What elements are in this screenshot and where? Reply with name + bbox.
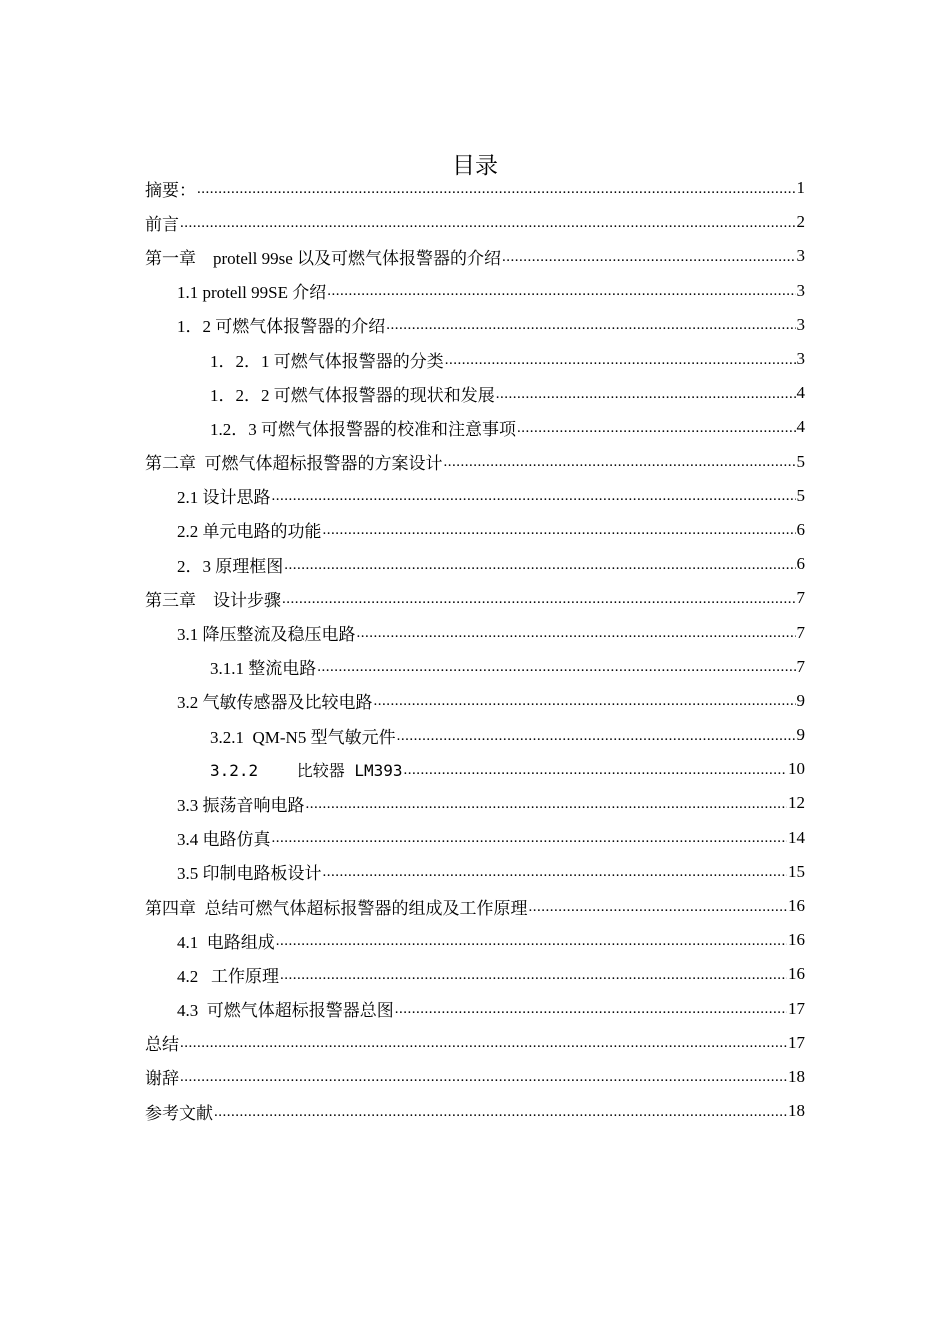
dot-leader [386,317,795,334]
toc-entry-label: 3.1 降压整流及稳压电路 [177,625,356,645]
dot-leader [276,933,787,950]
table-of-contents [0,171,950,1128]
dot-leader [517,420,796,437]
toc-entry-page-number: 7 [796,588,805,608]
toc-entry[interactable] [0,889,950,923]
toc-entry-page-number: 15 [788,861,805,881]
dot-leader [317,659,795,676]
toc-entry-label: 谢辞 [145,1069,179,1089]
toc-entry[interactable] [0,171,950,205]
toc-entry-label: 1.1 protell 99SE 介绍 [177,283,327,303]
toc-entry-label: 前言 [145,214,179,234]
dot-leader [280,967,787,984]
dot-leader [180,1069,787,1086]
toc-entry-label: 摘要： [145,180,196,200]
dot-leader [445,352,796,369]
toc-entry-label: 第四章 总结可燃气体超标报警器的组成及工作原理 [145,898,528,918]
toc-entry[interactable] [0,992,950,1026]
toc-entry-page-number: 16 [788,896,805,916]
toc-entry-label: 3.1.1 整流电路 [210,659,317,679]
toc-entry-label: 1．2 可燃气体报警器的介绍 [177,317,386,337]
toc-entry-label: 3.2 气敏传感器及比较电路 [177,693,373,713]
toc-entry[interactable] [0,479,950,513]
toc-entry-label: 第三章 设计步骤 [145,590,281,610]
toc-entry[interactable] [0,581,950,615]
toc-entry-page-number: 17 [788,998,805,1018]
toc-entry-label: 3.5 印制电路板设计 [177,864,322,884]
toc-entry[interactable] [0,308,950,342]
toc-entry[interactable] [0,342,950,376]
dot-leader [529,899,788,916]
toc-entry-label: 参考文献 [145,1103,213,1123]
toc-entry-label: 4.1 电路组成 [177,932,275,952]
toc-entry-page-number: 3 [796,246,805,266]
toc-entry-label: 总结 [145,1035,179,1055]
toc-entry-page-number: 5 [796,451,805,471]
toc-entry[interactable] [0,410,950,444]
dot-leader [180,1035,787,1052]
dot-leader [272,830,788,847]
toc-entry-page-number: 16 [788,964,805,984]
toc-entry-page-number: 17 [788,1032,805,1052]
toc-entry-page-number: 14 [788,827,805,847]
dot-leader [323,522,796,539]
toc-entry-page-number: 3 [796,280,805,300]
toc-entry-page-number: 5 [796,485,805,505]
toc-entry-page-number: 6 [796,519,805,539]
toc-entry-page-number: 4 [796,417,805,437]
dot-leader [180,215,796,232]
toc-entry-page-number: 7 [796,622,805,642]
dot-leader [357,625,796,642]
toc-entry-page-number: 6 [796,554,805,574]
toc-entry[interactable] [0,650,950,684]
dot-leader [397,728,796,745]
toc-entry-label: 2.1 设计思路 [177,488,271,508]
toc-entry-label: 1.2．3 可燃气体报警器的校准和注意事项 [210,419,516,439]
toc-entry[interactable] [0,786,950,820]
toc-entry-page-number: 1 [796,178,805,198]
toc-entry-label: 3.4 电路仿真 [177,830,271,850]
toc-entry-page-number: 12 [788,793,805,813]
toc-entry[interactable] [0,205,950,239]
toc-entry-label: 3.3 振荡音响电路 [177,795,305,815]
toc-entry-page-number: 10 [788,759,805,779]
dot-leader [374,693,796,710]
toc-entry-label: 1．2．2 可燃气体报警器的现状和发展 [210,385,495,405]
toc-entry-label: 2．3 原理框图 [177,556,284,576]
toc-entry[interactable] [0,923,950,957]
toc-entry-page-number: 16 [788,930,805,950]
page-title: 目录 [452,153,498,180]
toc-entry-page-number: 3 [796,314,805,334]
toc-entry[interactable] [0,1094,950,1128]
toc-entry[interactable] [0,615,950,649]
toc-entry-page-number: 4 [796,383,805,403]
toc-entry[interactable] [0,1060,950,1094]
toc-entry[interactable] [0,445,950,479]
toc-entry-page-number: 3 [796,349,805,369]
toc-entry[interactable] [0,547,950,581]
dot-leader [395,1001,787,1018]
dot-leader [323,864,788,881]
toc-entry[interactable] [0,684,950,718]
toc-entry[interactable] [0,957,950,991]
toc-entry-page-number: 7 [796,656,805,676]
toc-entry-label: 4.3 可燃气体超标报警器总图 [177,1001,394,1021]
dot-leader [282,591,796,608]
toc-entry[interactable] [0,855,950,889]
toc-entry-label: 4.2 工作原理 [177,966,279,986]
dot-leader [496,386,796,403]
dot-leader [284,557,795,574]
toc-entry-label: 3.2.1 QM-N5 型气敏元件 [210,727,396,747]
toc-entry[interactable] [0,1026,950,1060]
toc-entry[interactable] [0,752,950,786]
toc-entry-label: 2.2 单元电路的功能 [177,522,322,542]
toc-entry-page-number: 9 [796,725,805,745]
toc-entry-label: 第二章 可燃气体超标报警器的方案设计 [145,454,443,474]
toc-entry[interactable] [0,274,950,308]
dot-leader [444,454,796,471]
dot-leader [272,488,796,505]
toc-entry[interactable] [0,513,950,547]
toc-entry-page-number: 18 [788,1066,805,1086]
toc-entry[interactable] [0,821,950,855]
dot-leader [306,796,788,813]
dot-leader [214,1104,787,1121]
toc-entry-page-number: 9 [796,690,805,710]
dot-leader [502,249,795,266]
dot-leader [197,181,796,198]
dot-leader [327,283,795,300]
toc-entry[interactable] [0,718,950,752]
toc-entry-label: 第一章 protell 99se 以及可燃气体报警器的介绍 [145,248,502,268]
toc-entry[interactable] [0,376,950,410]
toc-entry-label: 3.2.2 比较器 LM393 [210,760,403,780]
toc-entry-page-number: 18 [788,1101,805,1121]
toc-entry-label: 1．2．1 可燃气体报警器的分类 [210,351,444,371]
dot-leader [404,762,788,779]
toc-entry[interactable] [0,239,950,273]
toc-entry-page-number: 2 [796,212,805,232]
